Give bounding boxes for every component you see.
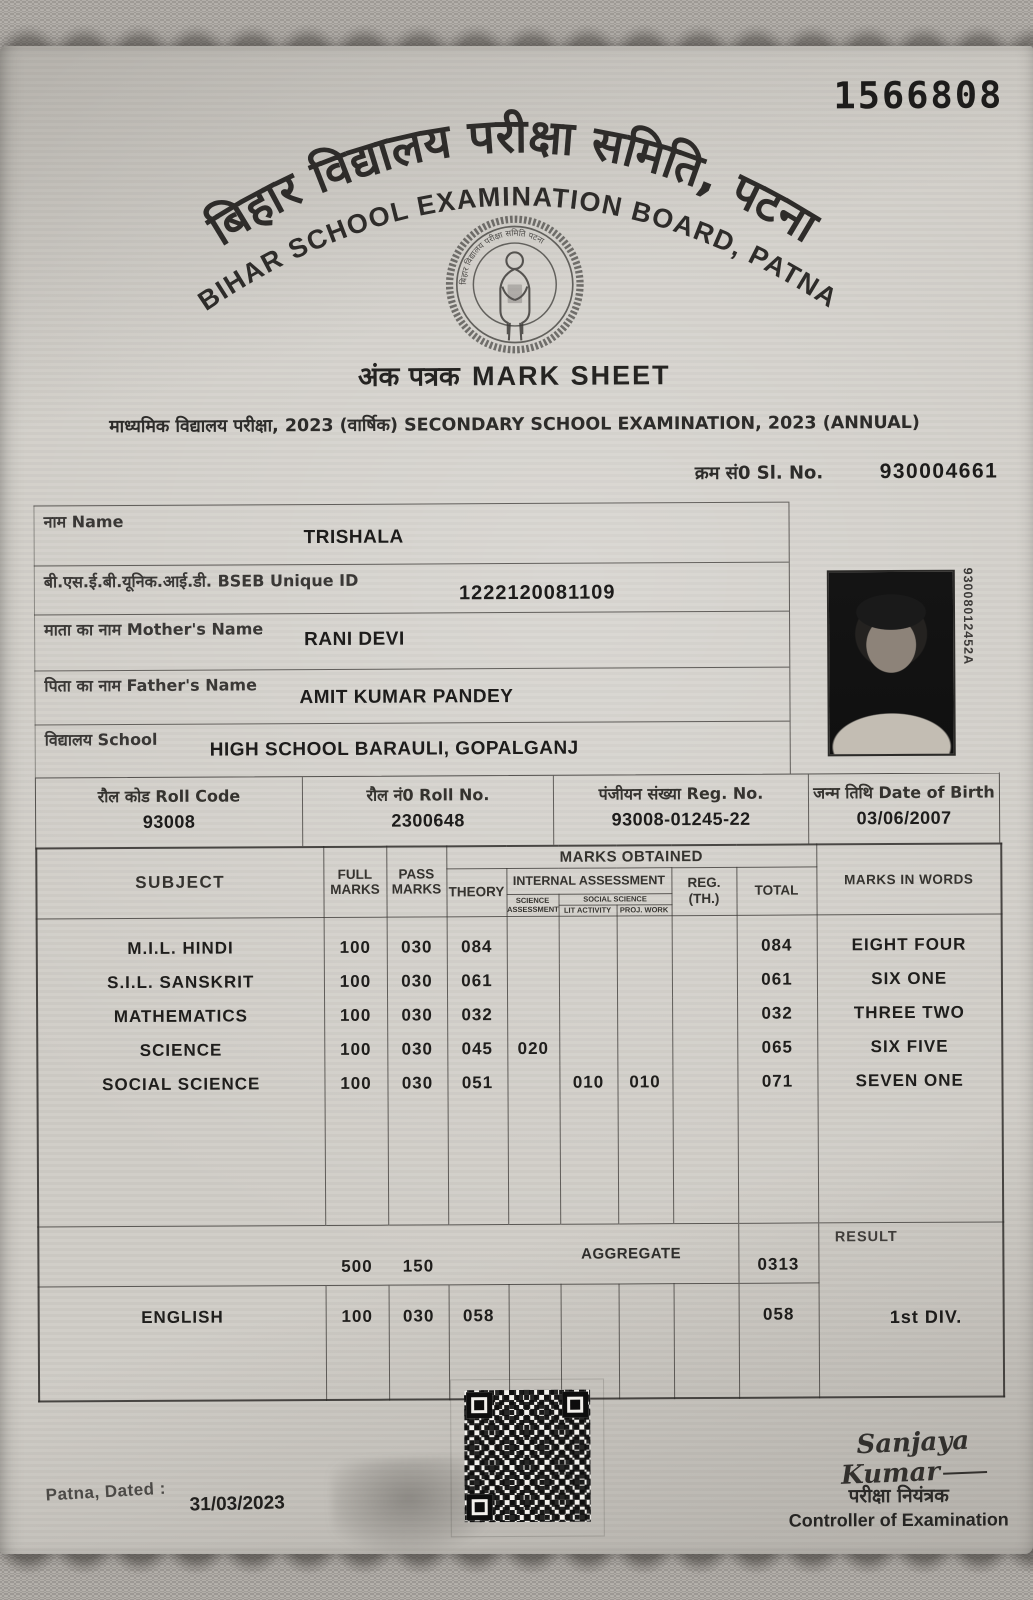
subject-cell: MATHEMATICS [37,999,324,1035]
words-cell: THREE TWO [817,995,1002,1030]
total-cell: 058 [739,1282,819,1346]
reg-no-value: 93008-01245-22 [611,808,751,830]
aggregate-row [38,1221,1003,1286]
theory-cell: 058 [449,1284,509,1348]
school-label: विद्यालय School [44,729,158,750]
lit-cell [559,1031,617,1065]
header-marks-obtained: MARKS OBTAINED [446,844,816,868]
header-subject: SUBJECT [36,847,323,919]
sheet-title-hindi: अंक पत्रक [357,361,460,393]
roll-strip [35,772,1000,847]
serial-number: 1566808 [833,73,1004,118]
student-name: TRISHALA [303,526,404,549]
board-name-english: BIHAR SCHOOL EXAMINATION BOARD, PATNA [192,181,844,317]
marks-row [37,1029,1002,1068]
theory-cell: 045 [447,1032,507,1066]
full-cell: 100 [324,931,387,965]
reg-cell [672,963,737,997]
header-social-science: SOCIAL SCIENCE [558,893,671,905]
mother-name-label: माता का नाम Mother's Name [44,619,264,640]
info-divider [34,562,789,567]
full-cell: 100 [326,1285,389,1349]
total-cell: 061 [737,962,817,996]
father-name: AMIT KUMAR PANDEY [299,686,514,709]
full-cell: 100 [324,965,387,999]
name-label: नाम Name [43,512,124,532]
total-cell: 032 [737,996,817,1030]
info-divider [34,611,789,616]
info-photo-border [788,502,790,774]
full-cell: 100 [324,1033,387,1067]
sheet-title [0,353,1031,395]
sci-assess-cell [507,1066,559,1100]
aggregate-label: AGGREGATE [448,1223,738,1285]
roll-no-label: रौल नं0 Roll No. [366,785,490,805]
reg-cell [674,1283,739,1347]
pass-cell: 030 [389,1284,449,1348]
roll-code-value: 93008 [142,811,196,832]
lit-cell: 010 [559,1065,617,1099]
aggregate-pass: 150 [388,1224,448,1284]
result-label: RESULT [834,1228,898,1245]
marks-table [35,842,1005,1402]
words-cell: SIX ONE [817,961,1002,996]
lit-cell [559,997,617,1031]
words-cell: SIX FIVE [817,1029,1002,1064]
father-name-label: पिता का नाम Father's Name [44,675,257,696]
theory-cell: 061 [447,964,507,998]
theory-cell: 051 [447,1066,507,1100]
pass-cell: 030 [387,998,447,1032]
full-cell: 100 [324,999,387,1033]
info-left-border [33,506,35,778]
proj-cell [617,997,672,1031]
header-reg-th: REG. (TH.) [671,867,736,915]
subject-cell: M.I.L. HINDI [37,931,324,967]
place-date-label: Patna, Dated : [45,1478,167,1505]
qr-code-icon [464,1390,591,1523]
reg-cell [672,1065,737,1099]
sl-no-row [0,459,998,488]
board-name-hindi: बिहार विद्यालय परीक्षा समिति, पटना [198,108,828,257]
header-full-marks: FULL MARKS [323,847,386,917]
proj-cell [619,1283,674,1347]
marks-row [37,995,1002,1034]
header-lit-activity: LIT ACTIVITY [559,904,617,915]
words-cell: SEVEN ONE [817,1063,1002,1098]
board-seal-icon [442,212,588,358]
issue-date: 31/03/2023 [189,1492,285,1516]
sci-assess-cell: 020 [507,1032,559,1066]
proj-cell [617,1031,672,1065]
theory-cell: 032 [447,998,507,1032]
sl-no-value: 930004661 [879,459,999,484]
reg-cell [672,929,737,963]
header-pass-marks: PASS MARKS [386,846,446,916]
header-marks-in-words: MARKS IN WORDS [816,843,1001,914]
result-value: 1st DIV. [889,1306,963,1327]
exam-name: माध्यमिक विद्यालय परीक्षा, 2023 (वार्षिक) SECONDARY SCHOOL EXAMINATION, 2023 (ANNUAL) [109,412,920,438]
pass-cell: 030 [387,1066,447,1100]
lit-cell [559,929,617,963]
pass-cell: 030 [387,1032,447,1066]
roll-code-cell [36,777,303,847]
subject-cell: SOCIAL SCIENCE [37,1067,324,1103]
student-photo-area [817,538,976,767]
reg-no-label: पंजीयन संख्या Reg. No. [598,783,764,804]
dob-value: 03/06/2007 [856,807,952,829]
reg-cell [672,997,737,1031]
seal-figure [500,252,529,340]
empty-row [38,1097,1004,1226]
info-divider [33,502,788,507]
proj-cell: 010 [617,1065,672,1099]
subject-cell: SCIENCE [37,1033,324,1069]
unique-id-label: बी.एस.ई.बी.यूनिक.आई.डी. BSEB Unique ID [43,570,359,592]
sci-assess-cell [509,1284,561,1348]
marks-row [37,961,1002,1000]
roll-no-value: 2300648 [391,810,465,831]
reg-no-cell [554,774,809,844]
theory-cell: 084 [447,930,507,964]
mother-name: RANI DEVI [304,628,405,651]
total-cell: 065 [737,1030,817,1064]
photo-code: 93008012452A [960,567,976,666]
aggregate-total: 0313 [738,1222,818,1282]
school-name: HIGH SCHOOL BARAULI, GOPALGANJ [209,737,579,761]
marks-row [37,1063,1002,1102]
aggregate-full: 500 [325,1225,388,1285]
words-cell: EIGHT FOUR [817,927,1002,962]
total-cell: 084 [737,928,817,962]
pass-cell: 030 [387,964,447,998]
qr-finder-icon [562,1392,588,1418]
header-science-assessment: SCIENCE ASSESSMENT [506,894,558,916]
subject-cell: S.I.L. SANSKRIT [37,965,324,1001]
qr-finder-icon [467,1494,493,1520]
sci-assess-cell [507,930,559,964]
student-photo [827,570,956,757]
lit-cell [559,963,617,997]
marks-row [37,927,1002,966]
dob-cell [809,773,999,843]
subject-cell: ENGLISH [39,1285,326,1351]
header-proj-work: PROJ. WORK [617,904,672,915]
unique-id-value: 1222120081109 [458,581,616,605]
dob-label: जन्म तिथि Date of Birth [813,782,995,803]
header-internal-assessment: INTERNAL ASSESSMENT [506,867,671,894]
seal-ring-text: बिहार विद्यालय परीक्षा समिति पटना [458,227,546,285]
header-theory: THEORY [446,868,506,916]
lit-cell [561,1283,619,1347]
sl-no-label: क्रम सं0 Sl. No. [694,462,824,485]
proj-cell [617,963,672,997]
proj-cell [617,929,672,963]
header-total: TOTAL [736,866,816,914]
reg-cell [672,1031,737,1065]
sheet-title-english: MARK SHEET [472,360,671,392]
total-cell: 071 [737,1064,817,1098]
qr-finder-icon [466,1392,492,1418]
sci-assess-cell [507,964,559,998]
info-divider [35,721,790,726]
info-divider [34,667,789,672]
roll-code-label: रौल कोड Roll Code [97,786,241,807]
pass-cell: 030 [387,930,447,964]
sci-assess-cell [507,998,559,1032]
roll-no-cell [303,776,554,846]
controller-signature: Sanjaya Kumar [802,1424,1024,1493]
full-cell: 100 [324,1067,387,1101]
controller-title-english: Controller of Examination [788,1509,1009,1531]
controller-title-hindi: परीक्षा नियंत्रक [848,1484,949,1508]
result-cell [818,1221,1004,1397]
